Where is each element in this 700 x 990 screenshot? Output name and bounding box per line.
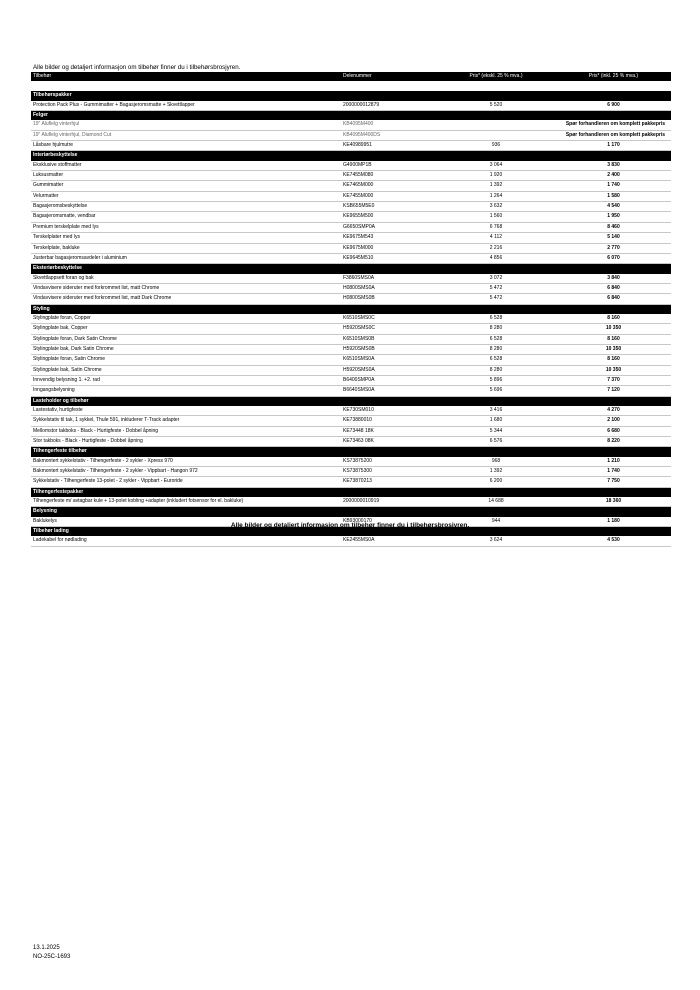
price-note: Spør forhandleren om komplett pakkepris [436,130,671,140]
header-part-number: Delenummer [341,72,436,81]
part-number: B6640SMS0A [341,386,436,396]
part-number: H0800SMS0A [341,283,436,293]
table-row [31,477,671,487]
part-number: H5920SMS0A [341,365,436,375]
price-ex-vat: 5 520 [436,101,556,111]
price-ex-vat: 5 472 [436,283,556,293]
accessory-name: Stylingplate bak, Satin Chrome [31,365,341,375]
accessory-name: Sykkelstativ - Tilhengerfeste 13-polet - 2 sykler - Vippbart - Euroride [31,477,341,487]
price-ex-vat: 6 528 [436,314,556,324]
accessory-name: Stylingplate foran, Dark Satin Chrome [31,334,341,344]
price-ex-vat: 6 576 [436,437,556,447]
accessory-name: Tilhengerfeste m/ avtagbar kule + 13-polet kobling +adapter (inkludert fotsensor for el. bakluke) [31,497,341,507]
outro-text: Alle bilder og detaljert informasjon om tilbehør finner du i tilbehørsbrosjyren. [230,522,470,529]
price-inc-vat: 6 840 [556,283,671,293]
accessory-name: Vindavvisere sideruter med forkrommet list, matt Dark Chrome [31,294,341,304]
section-header-row [31,91,671,100]
part-number: KE730SM010 [341,406,436,416]
price-ex-vat: 3 064 [436,161,556,171]
price-inc-vat: 2 400 [556,171,671,181]
price-ex-vat: 6 200 [436,477,556,487]
price-ex-vat: 1 920 [436,171,556,181]
price-ex-vat: 14 688 [436,497,556,507]
table-row [31,457,671,467]
table-row [31,161,671,171]
accessory-name: Skvettlappsett foran og bak [31,274,341,284]
price-ex-vat: 8 280 [436,365,556,375]
accessory-name: 19" Aluflelg vinterhjul [31,120,341,130]
accessory-name: Gummimatter [31,181,341,191]
table-row [31,334,671,344]
price-inc-vat: 6 070 [556,253,671,263]
price-ex-vat: 1 392 [436,467,556,477]
accessory-name: Mellomstor takboks - Black - Hurtigfeste - Dobbel åpning [31,426,341,436]
table-row [31,365,671,375]
accessory-name: Bagasjeromsmatte, vendbar [31,212,341,222]
part-number: KE7455M080 [341,171,436,181]
table-row [31,202,671,212]
price-inc-vat: 8 160 [556,355,671,365]
accessory-name: Låsbare hjulmutre [31,141,341,151]
part-number: KE73463 08K [341,437,436,447]
table-row [31,294,671,304]
part-number: KE73870213 [341,477,436,487]
accessory-name: Inngangsbelysning [31,386,341,396]
table-row [31,497,671,507]
table-row [31,212,671,222]
price-ex-vat: 3 072 [436,274,556,284]
table-row [31,406,671,416]
price-ex-vat: 2 216 [436,243,556,253]
part-number: KB93000170 [341,517,436,527]
table-row [31,274,671,284]
part-number: KE7455M000 [341,191,436,201]
part-number: H0800SMS0B [341,294,436,304]
part-number: K6510SMS0C [341,314,436,324]
price-note: Spør forhandleren om komplett pakkepris [436,120,671,130]
price-inc-vat: 1 210 [556,457,671,467]
section-title: Tilbehør lading [31,527,671,537]
accessory-name: Premium terskelplate med lys [31,222,341,232]
part-number: KB4095M400 [341,120,436,130]
accessory-name: Eksklusive stoffmatter [31,161,341,171]
section-title: Belysning [31,507,671,517]
price-inc-vat: 6 680 [556,426,671,436]
section-header-row [31,396,671,406]
price-inc-vat: 7 120 [556,386,671,396]
accessory-name: Terskelplater med lys [31,233,341,243]
part-number: KE73880010 [341,416,436,426]
part-number: KE7465M000 [341,181,436,191]
price-inc-vat: 7 370 [556,375,671,385]
table-row [31,191,671,201]
footer-date: 13.1.2025 [33,945,60,951]
section-title: Felger [31,111,671,121]
part-number: KB4095M400DS [341,130,436,140]
accessory-name: Stylingplate foran, Satin Chrome [31,355,341,365]
price-inc-vat: 1 180 [556,517,671,527]
accessory-name: Innvendig belysning 1. +2. rad [31,375,341,385]
price-inc-vat: 10 350 [556,324,671,334]
table-row [31,324,671,334]
price-ex-vat: 5 344 [436,426,556,436]
price-inc-vat: 3 830 [556,161,671,171]
part-number: F3860SMS0A [341,274,436,284]
price-inc-vat: 8 220 [556,437,671,447]
section-title: Tilhengerfestepakker [31,487,671,497]
price-inc-vat: 4 270 [556,406,671,416]
section-header-row [31,507,671,517]
table-row [31,283,671,293]
section-header-row [31,304,671,314]
price-ex-vat: 8 280 [436,324,556,334]
price-inc-vat: 1 950 [556,212,671,222]
price-ex-vat: 1 680 [436,416,556,426]
intro-text: Alle bilder og detaljert informasjon om tilbehør finner du i tilbehørsbrosjyren. [33,64,241,71]
price-ex-vat: 3 416 [436,406,556,416]
header-price-ex-vat: Pris* (ekskl. 25 % mva.) [436,72,556,81]
part-number: KE9675M543 [341,233,436,243]
accessory-name: Protection Pack Plus - Gummimatter + Bagasjeromsmatte + Skvettlapper [31,101,341,111]
table-row [31,222,671,232]
price-inc-vat: 10 350 [556,365,671,375]
price-ex-vat: 1 560 [436,212,556,222]
accessory-name: Lastestativ, hurtigfeste [31,406,341,416]
price-inc-vat: 1 740 [556,181,671,191]
accessory-name: Baklukelys [31,517,341,527]
accessory-name: Stor takboks - Black - Hurtigfeste - Dobbel åpning [31,437,341,447]
price-inc-vat: 5 140 [556,233,671,243]
accessory-name: Ladekabel for nødlading [31,536,341,546]
accessory-name: Bakmontert sykkelstativ - Tilhengerfeste - 2 sykler - Vippbart - Hangon 972 [31,467,341,477]
table-row [31,314,671,324]
section-title: Lasteholder og tilbehør [31,396,671,406]
table-row [31,355,671,365]
part-number: H5920SMS0C [341,324,436,334]
price-ex-vat: 5 472 [436,294,556,304]
price-inc-vat: 4 540 [556,202,671,212]
price-ex-vat: 936 [436,141,556,151]
part-number: 2000000012879 [341,101,436,111]
table-row [31,233,671,243]
table-body [31,81,671,546]
part-number: KSB655M5E0 [341,202,436,212]
accessory-name: Stylingplate bak, Copper [31,324,341,334]
section-title: Interiørbeskyttelse [31,151,671,161]
footer [33,944,70,962]
price-inc-vat: 2 770 [556,243,671,253]
section-title: Tilbehørspakker [31,91,671,100]
footer-code: NO-25C-1693 [33,954,71,960]
accessory-name: Justerbar bagasjeromsavdeler i aluminium [31,253,341,263]
section-header-row [31,487,671,497]
table-row [31,101,671,111]
table-row [31,375,671,385]
price-inc-vat: 3 840 [556,274,671,284]
accessory-name: Bakmontert sykkelstativ - Tilhengerfeste - 2 sykler - Xpress 970 [31,457,341,467]
part-number: KS73875200 [341,457,436,467]
part-number: KE73448 18K [341,426,436,436]
price-ex-vat: 5 696 [436,386,556,396]
price-inc-vat: 4 530 [556,536,671,546]
part-number: KS73875300 [341,467,436,477]
section-header-row [31,447,671,457]
part-number: K6510SMS0B [341,334,436,344]
part-number: G4900MP1B [341,161,436,171]
price-inc-vat: 10 350 [556,344,671,354]
accessory-name: Velurmatter [31,191,341,201]
accessory-name: Stylingplate foran, Copper [31,314,341,324]
table-row [31,171,671,181]
price-ex-vat: 4 112 [436,233,556,243]
price-inc-vat: 1 170 [556,141,671,151]
table-row [31,120,671,130]
price-inc-vat: 18 360 [556,497,671,507]
price-ex-vat: 1 392 [436,181,556,191]
price-inc-vat: 8 460 [556,222,671,232]
accessory-name: Sykkelstativ til tak, 1 sykkel, Thule 591, inkluderer T-Track adapter [31,416,341,426]
part-number: 2000000010919 [341,497,436,507]
table-row [31,426,671,436]
price-ex-vat: 968 [436,457,556,467]
table-header-row [31,72,671,81]
accessory-name: Vindavvisere sideruter med forkrommet list, matt Chrome [31,283,341,293]
part-number: KE9645M510 [341,253,436,263]
spacer-row [31,81,671,91]
price-ex-vat: 6 768 [436,222,556,232]
table-row [31,416,671,426]
header-price-inc-vat: Pris* (inkl. 25 % mva.) [556,72,671,81]
price-ex-vat: 6 528 [436,355,556,365]
price-inc-vat: 8 160 [556,334,671,344]
price-inc-vat: 6 900 [556,101,671,111]
accessory-name: 19" Aluflelg vinterhjul, Diamond Cut [31,130,341,140]
part-number: KE9655M500 [341,212,436,222]
part-number: KE9675M000 [341,243,436,253]
section-header-row [31,151,671,161]
price-ex-vat: 6 528 [436,334,556,344]
price-ex-vat: 3 632 [436,202,556,212]
price-ex-vat: 944 [436,517,556,527]
table-row [31,253,671,263]
table-row [31,243,671,253]
table-row [31,437,671,447]
price-inc-vat: 8 160 [556,314,671,324]
price-inc-vat: 7 750 [556,477,671,487]
part-number: H5920SMS0B [341,344,436,354]
table-row [31,130,671,140]
table-row [31,181,671,191]
part-number: KE2455MS0A [341,536,436,546]
price-list [31,72,671,547]
price-inc-vat: 2 100 [556,416,671,426]
part-number: K6510SMS0A [341,355,436,365]
price-inc-vat: 1 740 [556,467,671,477]
section-title: Styling [31,304,671,314]
section-header-row [31,264,671,274]
header-accessory: Tilbehør [31,72,341,81]
part-number: G6650SMP0A [341,222,436,232]
table-row [31,344,671,354]
price-ex-vat: 8 280 [436,344,556,354]
price-ex-vat: 5 896 [436,375,556,385]
section-title: Tilhengerfeste tilbehør [31,447,671,457]
table-row [31,536,671,546]
price-ex-vat: 4 856 [436,253,556,263]
section-title: Eksteriørbeskyttelse [31,264,671,274]
accessory-name: Stylingplate bak, Dark Satin Chrome [31,344,341,354]
part-number: KE40989951 [341,141,436,151]
accessory-name: Luksusmatter [31,171,341,181]
accessory-name: Terskelplate, bakluke [31,243,341,253]
price-inc-vat: 6 840 [556,294,671,304]
accessory-table [31,72,671,547]
price-ex-vat: 3 624 [436,536,556,546]
price-ex-vat: 1 264 [436,191,556,201]
table-row [31,386,671,396]
section-header-row [31,111,671,121]
accessory-name: Bagasjeromsbeskyttelse [31,202,341,212]
part-number: B6400SMP0A [341,375,436,385]
price-inc-vat: 1 580 [556,191,671,201]
table-row [31,141,671,151]
table-row [31,467,671,477]
